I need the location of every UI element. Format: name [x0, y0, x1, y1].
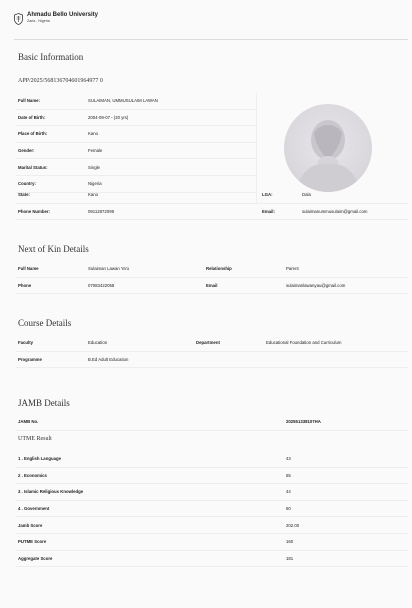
- lga-label: LGA:: [260, 187, 300, 203]
- faculty-label: Faculty: [16, 335, 86, 351]
- email-value: sulaimanummusulaim@gmail.com: [300, 203, 408, 220]
- utme-label: 4 . Government: [16, 500, 284, 517]
- utme-label: 2 . Economics: [16, 467, 284, 484]
- basic-info-row: [16, 159, 256, 176]
- phone-label: Phone Number:: [16, 203, 86, 220]
- utme-table: [16, 451, 408, 567]
- application-number: APP/2025/568136704601964977 0: [18, 78, 103, 84]
- kin-table: [16, 261, 408, 294]
- course-table: [16, 335, 408, 368]
- utme-label: 1 . English Language: [16, 451, 284, 467]
- basic-info-table: [16, 93, 256, 193]
- basic-info-label: Marital Status:: [16, 159, 86, 176]
- lga-value: Dala: [300, 187, 408, 203]
- kin-name-value: Sulaiman Lawan Ya'u: [86, 261, 204, 277]
- kin-email-label: Email: [204, 277, 284, 294]
- utme-value: 181: [284, 550, 408, 567]
- kin-relationship-label: Relationship: [204, 261, 284, 277]
- jamb-title: JAMB Details: [18, 398, 70, 408]
- utme-value: 60: [284, 500, 408, 517]
- kin-title: Next of Kin Details: [18, 244, 89, 254]
- utme-label: Jamb Score: [16, 517, 284, 534]
- programme-value: B.Ed Adult Education: [86, 351, 408, 368]
- university-location: Zaria - Nigeria: [27, 19, 50, 23]
- basic-info-label: Gender:: [16, 142, 86, 159]
- basic-info-row: [16, 142, 256, 159]
- utme-label: 3 . Islamic Religious Knowledge: [16, 484, 284, 501]
- department-value: Educational Foundation and Curriculum: [264, 335, 408, 351]
- utme-label: PUTME Score: [16, 533, 284, 550]
- basic-info-value: Kano: [86, 126, 256, 143]
- basic-info-value: 2004-09-07 - (20 yrs): [86, 109, 256, 126]
- utme-row: [16, 517, 408, 534]
- utme-row: [16, 484, 408, 501]
- jamb-no-label: JAMB No.: [16, 414, 284, 430]
- kin-relationship-value: Parent: [284, 261, 408, 277]
- kin-phone-label: Phone: [16, 277, 86, 294]
- basic-info-label: Place of Birth:: [16, 126, 86, 143]
- course-title: Course Details: [18, 318, 72, 328]
- programme-label: Programme: [16, 351, 86, 368]
- utme-row: [16, 500, 408, 517]
- utme-label: Aggregate Score: [16, 550, 284, 567]
- kin-email-value: sulaimanlawanyau@gmail.com: [284, 277, 408, 294]
- utme-row: [16, 533, 408, 550]
- contact-table: [16, 187, 408, 220]
- state-label: State:: [16, 187, 86, 203]
- utme-value: 44: [284, 484, 408, 501]
- utme-value: 43: [284, 451, 408, 467]
- utme-result-title: UTME Result: [18, 436, 52, 442]
- applicant-photo: [284, 104, 372, 192]
- basic-info-row: [16, 126, 256, 143]
- utme-value: 55: [284, 467, 408, 484]
- basic-info-label: Date of Birth:: [16, 109, 86, 126]
- basic-info-value: Single: [86, 159, 256, 176]
- utme-value: 202.00: [284, 517, 408, 534]
- basic-info-label: Full Name:: [16, 93, 86, 109]
- basic-info-row: [16, 93, 256, 109]
- utme-row: [16, 550, 408, 567]
- utme-row: [16, 467, 408, 484]
- utme-row: [16, 451, 408, 467]
- basic-info-label: Country:: [16, 175, 86, 192]
- basic-info-row: [16, 109, 256, 126]
- phone-value: 09112872099: [86, 203, 260, 220]
- email-label: Email:: [260, 203, 300, 220]
- basic-info-value: Nigeria: [86, 175, 256, 192]
- applicant-photo-image: [284, 104, 372, 192]
- basic-info-value: Female: [86, 142, 256, 159]
- state-value: Kano: [86, 187, 260, 203]
- jamb-no-table: [16, 414, 408, 431]
- header: [14, 12, 98, 25]
- university-name: Ahmadu Bello University: [27, 12, 99, 18]
- faculty-value: Education: [86, 335, 194, 351]
- university-logo-icon: [14, 13, 23, 25]
- department-label: Department: [194, 335, 264, 351]
- jamb-no-value: 202551338107HA: [284, 414, 408, 430]
- utme-value: 160: [284, 533, 408, 550]
- basic-info-title: Basic Information: [18, 52, 84, 62]
- divider: [14, 39, 408, 40]
- kin-phone-value: 07083422058: [86, 277, 204, 294]
- basic-info-value: SULAIMAN, UMMUSULAIM LAWAN: [86, 93, 256, 109]
- kin-name-label: Full Name: [16, 261, 86, 277]
